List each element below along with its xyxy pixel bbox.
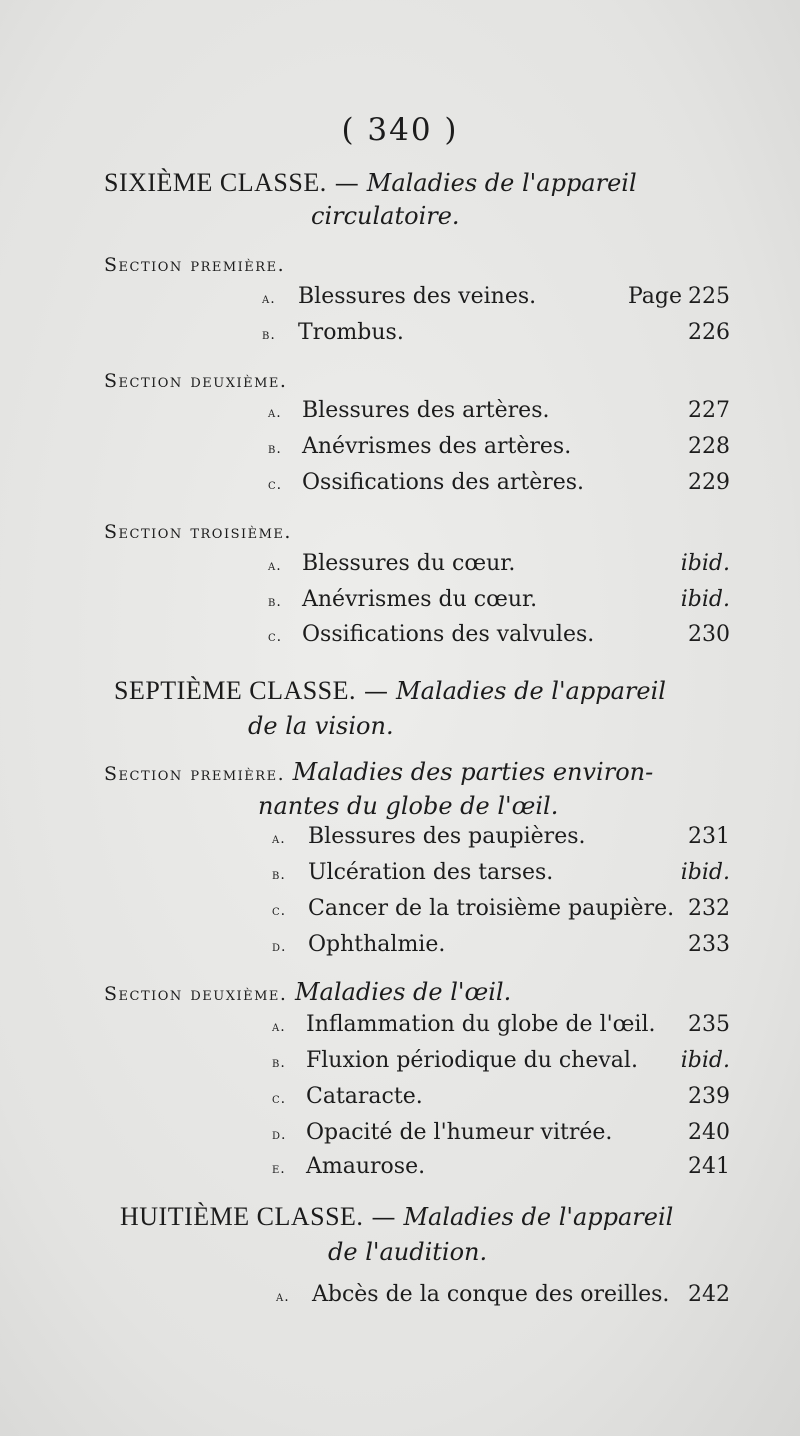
entry-title: Anévrismes du cœur. xyxy=(302,587,538,612)
entry-letter: a. xyxy=(262,291,276,307)
class-subtitle-continuation: de l'audition. xyxy=(328,1238,488,1266)
entry-title: Cancer de la troisième paupière. xyxy=(308,896,675,921)
class-subtitle: Maladies de l'appareil xyxy=(396,677,666,705)
page-number: ( 340 ) xyxy=(341,112,459,148)
entry-page: ibid. xyxy=(680,860,730,885)
entry-letter: a. xyxy=(276,1289,290,1305)
entry-letter: b. xyxy=(262,327,276,343)
section-subtitle: Maladies des parties environ- xyxy=(292,758,654,786)
entry-page: 227 xyxy=(688,398,730,423)
entry-title: Blessures des veines. xyxy=(298,284,537,309)
section-heading xyxy=(104,758,653,786)
entry-title: Abcès de la conque des oreilles. xyxy=(312,1282,670,1307)
toc-entry xyxy=(0,587,800,619)
entry-page: 239 xyxy=(688,1084,730,1109)
class-name: HUITIÈME CLASSE. xyxy=(120,1202,364,1231)
entry-title: Blessures du cœur. xyxy=(302,551,516,576)
entry-title: Ulcération des tarses. xyxy=(308,860,554,885)
page-label: Page xyxy=(627,284,682,309)
section-subtitle-continuation: nantes du globe de l'œil. xyxy=(258,792,559,820)
entry-letter: d. xyxy=(272,1127,287,1143)
toc-entry xyxy=(0,824,800,856)
entry-letter: a. xyxy=(268,405,282,421)
entry-letter: a. xyxy=(272,831,286,847)
toc-entry xyxy=(0,434,800,466)
class-subtitle-continuation: circulatoire. xyxy=(311,202,460,230)
section-title: Section deuxième. xyxy=(104,983,288,1005)
toc-entry xyxy=(0,1084,800,1116)
entry-title: Anévrismes des artères. xyxy=(302,434,572,459)
toc-entry xyxy=(0,1154,800,1186)
section-heading: Section troisième. xyxy=(104,521,292,543)
toc-entry xyxy=(0,1282,800,1314)
class-subtitle: Maladies de l'appareil xyxy=(403,1203,674,1231)
entry-page: 228 xyxy=(688,434,730,459)
entry-page: 232 xyxy=(688,896,730,921)
toc-entry xyxy=(0,622,800,654)
entry-letter: c. xyxy=(272,1091,287,1107)
entry-page: 242 xyxy=(688,1282,730,1307)
toc-entry xyxy=(0,896,800,928)
toc-entry xyxy=(0,860,800,892)
entry-title: Ossifications des artères. xyxy=(302,470,585,495)
class-heading-huitieme xyxy=(120,1202,720,1232)
class-dash: — xyxy=(371,1203,396,1231)
entry-letter: e. xyxy=(272,1161,286,1177)
entry-letter: b. xyxy=(268,441,282,457)
toc-entry xyxy=(0,1120,800,1152)
toc-entry xyxy=(0,932,800,964)
section-heading xyxy=(104,978,511,1006)
toc-entry xyxy=(0,551,800,583)
entry-letter: d. xyxy=(272,939,287,955)
entry-letter: b. xyxy=(272,1055,286,1071)
entry-letter: c. xyxy=(268,477,283,493)
entry-letter: c. xyxy=(268,629,283,645)
class-name: SIXIÈME CLASSE. xyxy=(104,168,327,197)
class-heading-sixieme xyxy=(104,168,704,198)
class-dash: — xyxy=(364,677,389,705)
entry-page: ibid. xyxy=(680,1048,730,1073)
entry-page: 241 xyxy=(688,1154,730,1179)
toc-entry xyxy=(0,1012,800,1044)
toc-entry xyxy=(0,1048,800,1080)
entry-title: Opacité de l'humeur vitrée. xyxy=(306,1120,613,1145)
toc-entry xyxy=(0,284,800,316)
toc-entry xyxy=(0,398,800,430)
class-dash: — xyxy=(334,169,359,197)
entry-letter: c. xyxy=(272,903,287,919)
entry-page: 233 xyxy=(688,932,730,957)
entry-page: 235 xyxy=(688,1012,730,1037)
section-heading: Section première. xyxy=(104,254,286,276)
entry-letter: b. xyxy=(272,867,286,883)
entry-title: Trombus. xyxy=(298,320,404,345)
entry-letter: b. xyxy=(268,594,282,610)
section-heading: Section deuxième. xyxy=(104,370,288,392)
section-subtitle: Maladies de l'œil. xyxy=(294,978,512,1006)
section-title: Section première. xyxy=(104,763,286,785)
class-name: SEPTIÈME CLASSE. xyxy=(114,676,357,705)
entry-page: 230 xyxy=(688,622,730,647)
entry-letter: a. xyxy=(272,1019,286,1035)
entry-title: Ossifications des valvules. xyxy=(302,622,595,647)
entry-page: ibid. xyxy=(680,587,730,612)
entry-page: 225 xyxy=(688,284,730,309)
entry-letter: a. xyxy=(268,558,282,574)
entry-title: Inflammation du globe de l'œil. xyxy=(306,1012,656,1037)
entry-title: Cataracte. xyxy=(306,1084,423,1109)
entry-title: Blessures des paupières. xyxy=(308,824,586,849)
entry-page: 240 xyxy=(688,1120,730,1145)
entry-page: 229 xyxy=(688,470,730,495)
class-subtitle-continuation: de la vision. xyxy=(248,712,394,740)
entry-title: Blessures des artères. xyxy=(302,398,550,423)
entry-page: 231 xyxy=(688,824,730,849)
entry-page: 226 xyxy=(688,320,730,345)
entry-title: Fluxion périodique du cheval. xyxy=(306,1048,638,1073)
entry-title: Amaurose. xyxy=(306,1154,426,1179)
class-subtitle: Maladies de l'appareil xyxy=(366,169,637,197)
entry-title: Ophthalmie. xyxy=(308,932,446,957)
class-heading-septieme xyxy=(114,676,714,706)
entry-page: ibid. xyxy=(680,551,730,576)
toc-entry xyxy=(0,470,800,502)
toc-entry xyxy=(0,320,800,352)
